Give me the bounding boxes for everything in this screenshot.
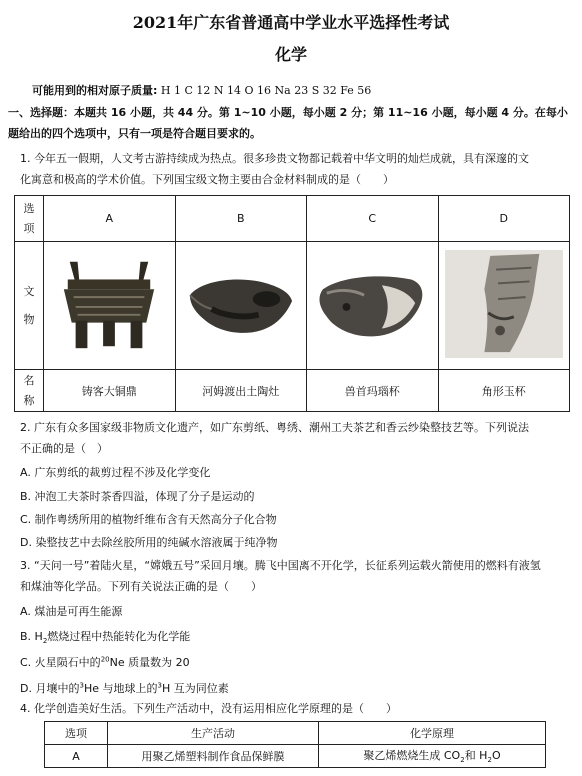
artifact-a-name: 铸客大铜鼎 [44,370,176,412]
atomic-masses [32,82,371,98]
table-row [15,196,570,242]
artifact-a-cell [44,242,176,370]
table-row [45,722,546,745]
artifact-d-cell [438,242,570,370]
question-3-option-c: C. 火星陨石中的$^{20}$Ne 质量数为 20 [20,655,190,669]
jade-cup-icon [445,250,563,358]
question-3-line1: 3. “天问一号”着陆火星，“嫦娥五号”采回月壤。腾飞中国离不开化学，长征系列运载火箭使用的燃料有液氢 [20,559,541,572]
artifact-b-name: 河姆渡出土陶灶 [175,370,307,412]
row-a-principle: 聚乙烯燃烧生成 $CO_2$和 $H_2O$ [319,745,546,768]
question-4-table [44,721,546,768]
column-b-letter: B [175,196,307,242]
row-a-activity: 用聚乙烯塑料制作食品保鲜膜 [108,745,319,768]
row-label-artifact: 文物 [15,242,44,370]
atomic-masses-label: 可能用到的相对原子质量: [32,84,158,97]
table-row [15,370,570,412]
header-activity: 生产活动 [108,722,319,745]
question-1-line2: 化寓意和极高的学术价值。下列国宝级文物主要由合金材料制成的是（ ） [20,173,394,186]
exam-title: 2021年广东省普通高中学业水平选择性考试 [132,13,450,32]
row-a-option: A [45,745,108,768]
question-2-stem [20,417,566,459]
question-4-line1: 4. 化学创造美好生活。下列生产活动中，没有运用相应化学原理的是（ ） [20,702,397,715]
row-label-option: 选项 [15,196,44,242]
column-c-letter: C [307,196,439,242]
question-2-line2: 不正确的是（ ） [20,442,108,455]
exam-subject: 化学 [274,45,307,64]
row-label-name: 名称 [15,370,44,412]
atomic-masses-values: H 1 C 12 N 14 O 16 Na 23 S 32 Fe 56 [160,84,372,97]
artifact-b-cell [175,242,307,370]
question-2-option-d: D. 染整技艺中去除丝胶所用的纯碱水溶液属于纯净物 [20,536,278,549]
question-1-stem [20,148,566,190]
header-principle: 化学原理 [319,722,546,745]
table-row [15,242,570,370]
question-4-stem [20,698,566,719]
section-one-line2: 题给出的四个选项中，只有一项是符合题目要求的。 [8,127,261,140]
artifact-c-cell [307,242,439,370]
question-3-option-d: D. 月壤中的$^3$He 与地球上的$^3$H 互为同位素 [20,681,229,695]
question-2-option-a: A. 广东剪纸的裁剪过程不涉及化学变化 [20,466,211,479]
question-2-line1: 2. 广东有众多国家级非物质文化遗产，如广东剪纸、粤绣、潮州工夫茶艺和香云纱染整技艺等。下列说法 [20,421,529,434]
question-3-option-b: B. $H_2$燃烧过程中热能转化为化学能 [20,630,191,646]
question-3-line2: 和煤油等化学品。下列有关说法正确的是（ ） [20,580,262,593]
question-2-option-c: C. 制作粤绣所用的植物纤维布含有天然高分子化合物 [20,513,277,526]
question-3-stem [20,555,566,597]
question-2-option-b: B. 冲泡工夫茶时茶香四溢，体现了分子是运动的 [20,490,255,503]
question-1-table [14,195,570,412]
question-3-option-a: A. 煤油是可再生能源 [20,605,123,618]
pottery-stove-icon [182,250,300,358]
agate-cup-icon [313,250,431,358]
section-one-line1: 一、选择题：本题共 16 小题，共 44 分。第 1~10 小题，每小题 2 分；第 11~16 小题，每小题 4 分。在每小 [8,106,568,119]
header-option: 选项 [45,722,108,745]
section-one-instructions [8,102,574,144]
question-1-line1: 1. 今年五一假期，人文考古游持续成为热点。很多珍贵文物都记载着中华文明的灿烂成就，具有深邃的文 [20,152,529,165]
artifact-c-name: 兽首玛瑙杯 [307,370,439,412]
table-row [45,745,546,768]
column-a-letter: A [44,196,176,242]
artifact-d-name: 角形玉杯 [438,370,570,412]
column-d-letter: D [438,196,570,242]
bronze-ding-icon [50,250,168,358]
